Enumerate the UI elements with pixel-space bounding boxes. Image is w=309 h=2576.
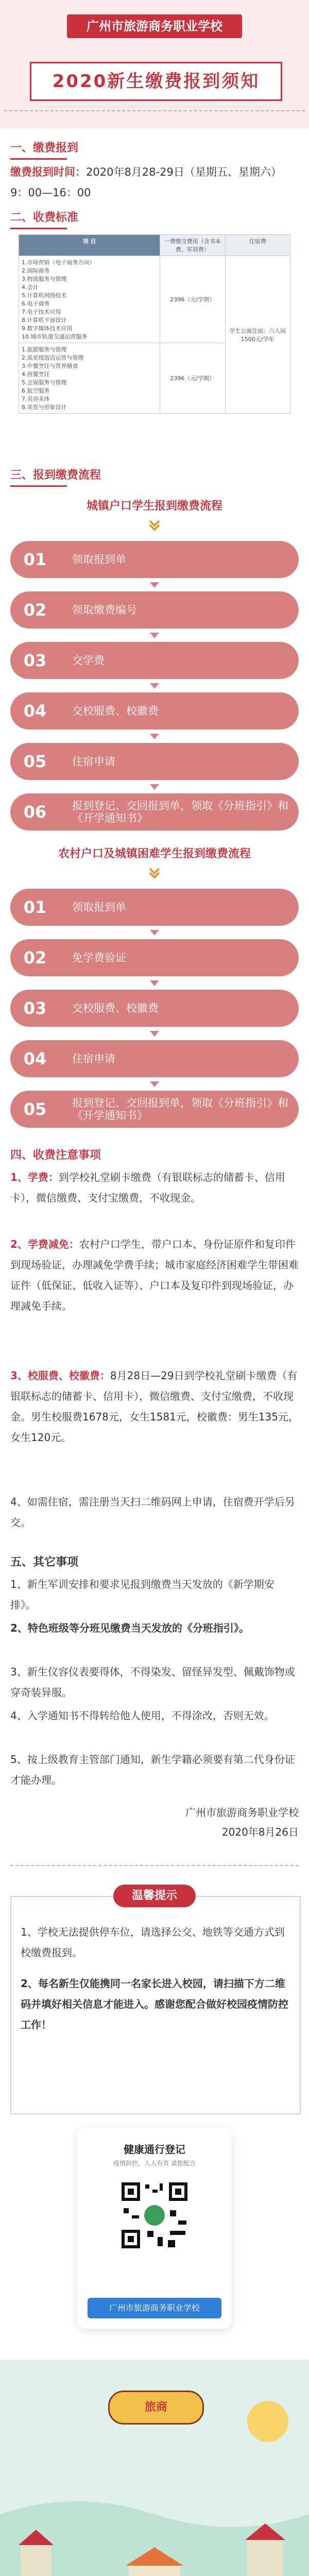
- other-note-4: 4、入学通知书不得转给他人使用，不得涂改，否则无效。: [10, 1709, 274, 1722]
- arrow-down-icon: [150, 734, 159, 739]
- arrow-down-icon: [150, 633, 159, 638]
- rural-step-4: 04 住宿申请: [10, 1040, 299, 1077]
- card-subtitle: 疫情防控，人人有责 请您配合: [113, 2160, 196, 2167]
- page-title: 2020新生缴费报到须知: [52, 71, 260, 92]
- col-item-header: 项 目: [19, 235, 160, 256]
- rural-step-5: 05 报到登记、交回报到单，领取《分班指引》和《开学通知书》: [10, 1091, 299, 1128]
- chevron-down-icon: [147, 518, 162, 533]
- dashed-divider: [10, 1865, 299, 1866]
- arrow-down-icon: [150, 1081, 159, 1087]
- other-note-5: 5、按上级教育主管部门通知，新生学籍必须要有第二代身份证才能办理。: [10, 1753, 295, 1786]
- urban-flow-title: 城镇户口学生报到缴费流程: [86, 500, 222, 513]
- footer: [0, 2360, 309, 2576]
- reminder-heading: 温馨提示: [113, 1885, 196, 1907]
- row2-items: 1.旅游服务与管理 2.高星级饭店运营与管理 3.中餐烹饪与营养膳食 4.西餐烹饪 5.会展服务与管理 6.航空服务 7.美容美体 8.美发与形象设计: [19, 343, 160, 414]
- signature: 广州市旅游商务职业学校: [185, 1806, 299, 1819]
- dorm-fee: 学生公寓住宿：六人间1500元/学年: [225, 256, 290, 414]
- urban-step-1: 01 领取报到单: [10, 541, 299, 578]
- reminder-note-1: 1、学校无法提供停车位，请选择公交、地铁等交通方式到校缴费报到。: [21, 1926, 285, 1959]
- header: [0, 0, 309, 129]
- section1-heading: 一、缴费报到: [10, 139, 78, 160]
- qr-code-icon[interactable]: [118, 2179, 191, 2251]
- row1-items: 1.市场营销（电子商务方向） 2.国际商务 3.物流服务与管理 4.会计 5.计算机网络技术 6.电子商务 7.电子技术应用 8.计算机平面设计 9.数字媒体技术应用 10.城市轨道交通运营服务: [19, 256, 160, 343]
- col-dorm-header: 住宿费: [225, 235, 290, 256]
- fee-note-1: 1、学费：到学校礼堂刷卡缴费（有银联标志的储蓄卡、信用卡），微信缴费、支付宝缴费，不收现金。: [10, 1171, 285, 1204]
- rural-step-1: 01 领取报到单: [10, 889, 299, 926]
- signature-date: 2020年8月26日: [221, 1826, 299, 1838]
- health-pass-card: [77, 2128, 232, 2329]
- card-org: 广州市旅游商务职业学校: [88, 2298, 221, 2318]
- urban-step-6: 06 报到登记、交回报到单，领取《分班指引》和《开学通知书》: [10, 793, 299, 831]
- enrollment-time: 缴费报到时间：2020年8月28-29日（星期五、星期六）9：00—16：00: [10, 166, 282, 199]
- urban-step-4: 04 交校服费、校徽费: [10, 692, 299, 730]
- other-note-1: 1、新生军训安排和要求见报到缴费当天发放的《新学期安排》。: [10, 1578, 274, 1611]
- row2-price: 2396（元/学期）: [160, 343, 225, 414]
- arrow-down-icon: [150, 683, 159, 689]
- section4-heading: 四、收费注意事项: [10, 1149, 101, 1162]
- school-name: 广州市旅游商务职业学校: [67, 14, 242, 38]
- other-note-2: 2、特色班级等分班见缴费当天发放的《分班指引》。: [10, 1622, 249, 1634]
- fee-note-4: 4、如需住宿，需注册当天扫二维码网上申请，住宿费开学后另交。: [10, 1496, 295, 1529]
- rural-step-2: 02 免学费验证: [10, 939, 299, 976]
- card-title: 健康通行登记: [124, 2143, 185, 2156]
- arrow-down-icon: [150, 1031, 159, 1037]
- arrow-down-icon: [150, 980, 159, 986]
- chevron-down-icon: [147, 866, 162, 881]
- rural-flow-title: 农村户口及城镇困难学生报到缴费流程: [58, 848, 251, 860]
- fee-note-2: 2、学费减免：农村户口学生，带户口本、身份证原件和复印件到现场验证，办理减免学费手续；城市家庭经济困难学生带困难证件（低保证、低收入证等）、户口本及复印件到现场验证，办理减免手续。: [10, 1238, 299, 1312]
- dashed-divider: [4, 110, 305, 111]
- row1-price: 2396（元/学期）: [160, 256, 225, 343]
- fee-table: [19, 234, 290, 414]
- section2-heading: 二、收费标准: [10, 209, 78, 229]
- fee-note-3: 3、校服费、校徽费：8月28日—29日到学校礼堂刷卡缴费（有银联标志的储蓄卡、信用卡），微信缴费、支付宝缴费，不收现金。男生校服费1678元，女生1581元，校徽费：男生135元，女生120元。: [10, 1369, 299, 1444]
- section5-heading: 五、其它事项: [10, 1556, 79, 1569]
- arrow-down-icon: [150, 582, 159, 588]
- arrow-down-icon: [150, 930, 159, 936]
- urban-step-2: 02 领取缴费编号: [10, 591, 299, 629]
- reminder-note-2: 2、每名新生仅能携同一名家长进入校园，请扫描下方二维码并填好相关信息才能进入。感谢您配合做好校园疫情防控工作！: [21, 1977, 288, 2031]
- col-price-header: 一费缴交费用（含书本费、军训费）: [160, 235, 225, 256]
- rural-step-3: 03 交校服费、校徽费: [10, 990, 299, 1027]
- section3-heading: 三、报到缴费流程: [10, 466, 101, 487]
- other-note-3: 3、新生仪容仪表要得体，不得染发、留怪异发型、佩戴饰物或穿奇装异服。: [10, 1666, 295, 1699]
- urban-step-5: 05 住宿申请: [10, 743, 299, 780]
- arrow-down-icon: [150, 784, 159, 790]
- logo-badge: 旅商: [108, 2391, 204, 2425]
- urban-step-3: 03 交学费: [10, 642, 299, 679]
